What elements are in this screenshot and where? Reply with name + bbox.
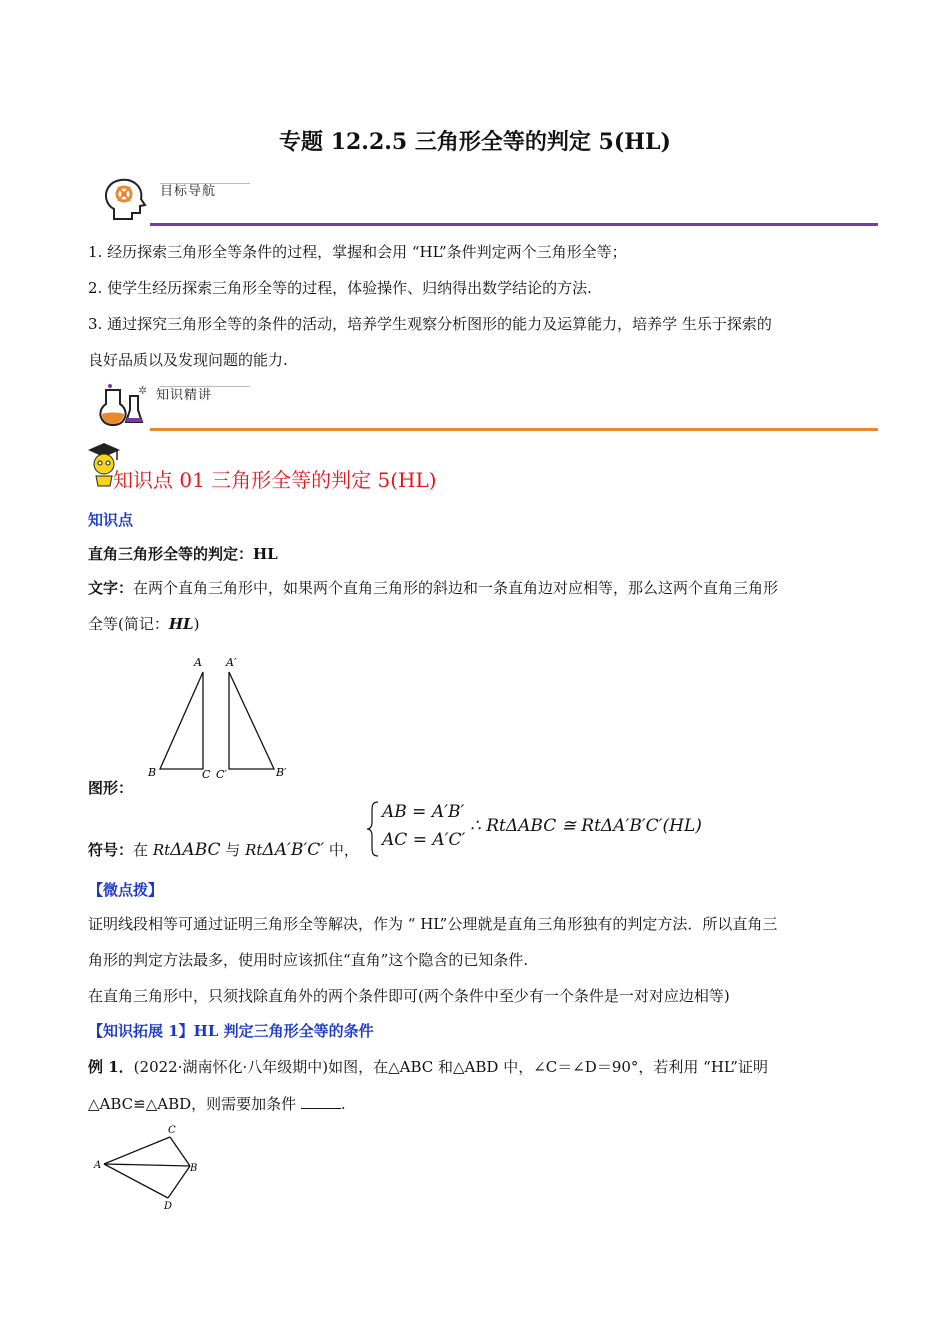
text-line2-c: ) (193, 615, 200, 633)
goal-item: 良好品质以及发现问题的能力. (88, 351, 288, 369)
symbol-conclusion: ∴ RtΔABC ≅ RtΔA′B′C′(HL) (470, 816, 702, 836)
symbol-label: 符号： (88, 841, 134, 859)
knowledge-point-heading: 知识点 01 三角形全等的判定 5(HL) (113, 468, 437, 492)
figure-label: 图形： (88, 779, 134, 797)
goal-item: 1. 经历探索三角形全等条件的过程，掌握和会用 “HL”条件判定两个三角形全等； (88, 243, 627, 261)
sparkle-icon: ✲ (138, 384, 148, 397)
segment-cb (170, 1137, 190, 1166)
segment-ac (104, 1137, 170, 1164)
triangle-a2b2c2 (229, 672, 274, 769)
quad-figure (92, 1120, 212, 1212)
answer-blank[interactable] (301, 1094, 341, 1109)
triangle-abc (160, 672, 203, 769)
point-label-b: B (148, 766, 157, 779)
example-line1 (88, 1057, 768, 1077)
symbol-eq2: AC = A′C′ (382, 830, 466, 850)
text-line2-hl: HL (168, 615, 194, 633)
text-line1: 在两个直角三角形中，如果两个直角三角形的斜边和一条直角边对应相等，那么这两个直角三角形 (133, 579, 779, 597)
example-end: . (340, 1095, 346, 1113)
segment-db (168, 1166, 190, 1198)
segment-ad (104, 1164, 168, 1198)
goal-item: 2. 使学生经历探索三角形全等的过程，体验操作、归纳得出数学结论的方法. (88, 279, 592, 297)
knowledge-sub-label: 知识点 (88, 511, 134, 529)
point-label-a-prime: A′ (226, 656, 237, 669)
section-label-knowledge: 知识精讲 (156, 388, 213, 403)
point-label-c-prime: C′ (216, 768, 227, 781)
left-brace (366, 800, 380, 858)
text-line2-a: 全等(简记： (88, 615, 169, 633)
symbol-mid: 中， (328, 841, 359, 859)
point-label-d: D (164, 1201, 173, 1212)
tips-heading: 【微点拨】 (88, 881, 164, 899)
tips-line: 角形的判定方法最多，使用时应该抓住“直角”这个隐含的已知条件. (88, 951, 529, 969)
section-label-goals: 目标导航 (160, 184, 217, 199)
example-label: 例 1． (88, 1058, 134, 1076)
goal-item: 3. 通过探究三角形全等的条件的活动，培养学生观察分析图形的能力及运算能力，培养学 生乐于探索的 (88, 315, 772, 333)
rule-title: 直角三角形全等的判定：HL (88, 545, 278, 563)
symbol-prefix: 在 (133, 841, 149, 859)
point-label-c: C (168, 1125, 176, 1136)
example-text: (2022·湖南怀化·八年级期中)如图，在△ABC 和△ABD 中，∠C＝∠D＝90°，若利用 “HL”证明 (133, 1058, 768, 1076)
point-label-b-prime: B′ (276, 766, 287, 779)
symbol-line (88, 840, 359, 860)
point-label-c: C (202, 768, 211, 781)
point-label-a: A (194, 656, 202, 669)
example-line2 (88, 1094, 346, 1114)
symbol-and: 与 (225, 841, 241, 859)
symbol-eq1: AB = A′B′ (382, 802, 465, 822)
symbol-triangle: ΔA′B′C′ (262, 840, 325, 860)
extension-heading: 【知识拓展 1】HL 判定三角形全等的条件 (88, 1022, 374, 1040)
tips-line: 在直角三角形中，只须找除直角外的两个条件即可(两个条件中至少有一个条件是一对对应边相等) (88, 987, 730, 1005)
head-gear-icon (100, 175, 150, 223)
text-definition-cont (88, 614, 199, 634)
symbol-rt: Rt (245, 841, 263, 859)
page-title: 专题 12.2.5 三角形全等的判定 5(HL) (279, 129, 671, 155)
example-text-cont: △ABC≌△ABD，则需要加条件 (88, 1095, 297, 1113)
section-divider-short (160, 183, 250, 184)
symbol-triangle: ΔABC (170, 840, 221, 860)
section-divider-short (160, 386, 250, 387)
text-definition (88, 578, 778, 598)
text-label: 文字： (88, 579, 134, 597)
segment-ab (104, 1164, 190, 1166)
section-divider-purple (150, 223, 878, 226)
symbol-rt: Rt (152, 841, 171, 859)
section-divider-orange (150, 428, 878, 431)
tips-line: 证明线段相等可通过证明三角形全等解决，作为 “ HL”公理就是直角三角形独有的判定方法．所以直角三 (88, 915, 778, 933)
point-label-a: A (94, 1160, 102, 1171)
triangles-figure (140, 652, 300, 784)
point-label-b: B (190, 1163, 198, 1174)
